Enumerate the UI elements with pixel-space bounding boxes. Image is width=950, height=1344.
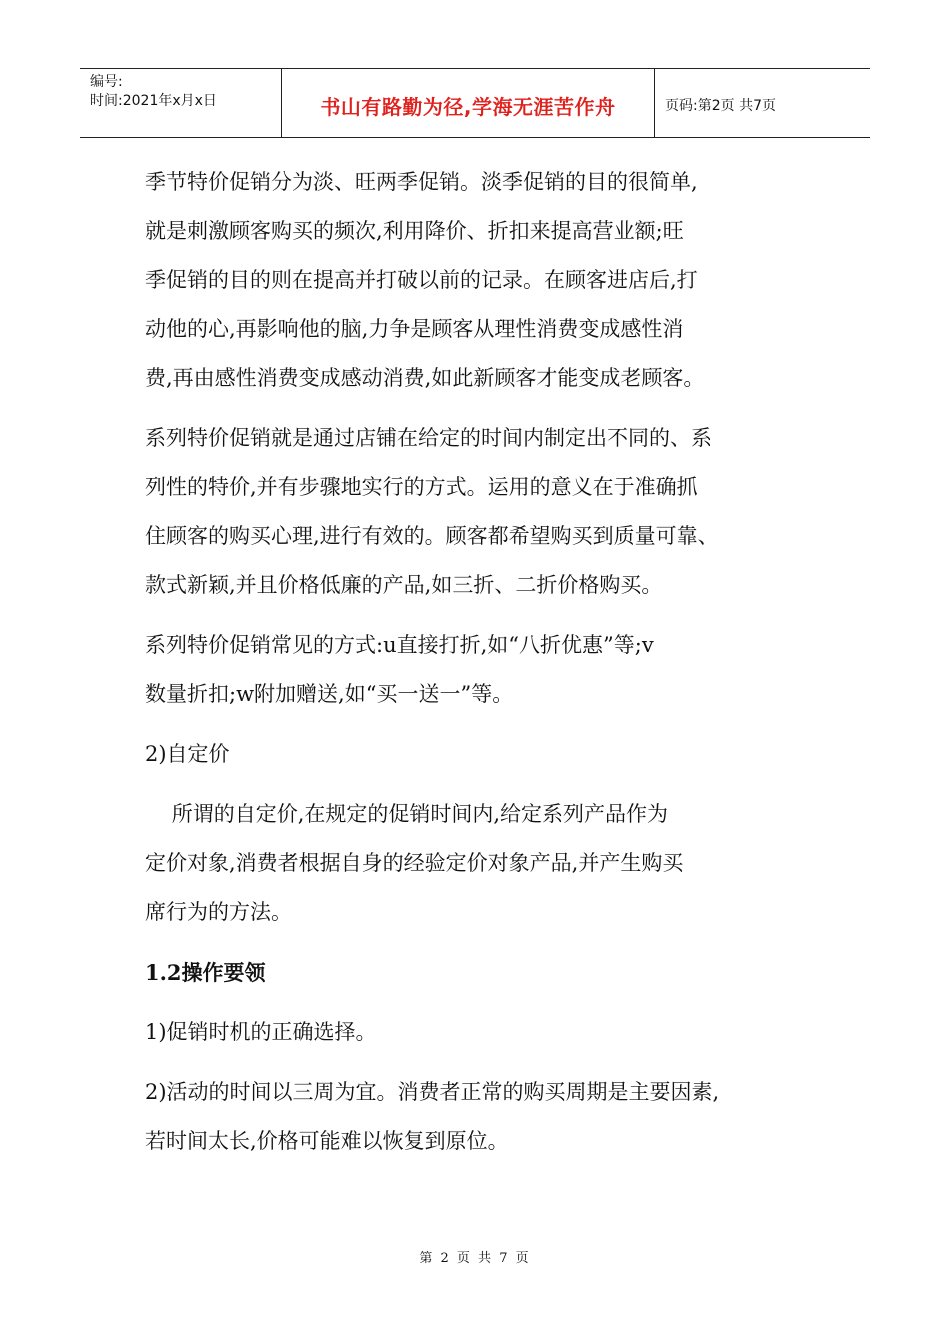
text-line: 住顾客的购买心理,进行有效的。顾客都希望购买到质量可靠、: [145, 524, 719, 548]
text-line: 就是刺激顾客购买的频次,利用降价、折扣来提高营业额;旺: [145, 219, 684, 243]
text-line: 数量折扣;w附加赠送,如“买一送一”等。: [145, 682, 514, 706]
text-line: 列性的特价,并有步骤地实行的方式。运用的意义在于准确抓: [145, 475, 698, 499]
number-label: 编号:: [90, 74, 123, 90]
document-body: [145, 158, 825, 1166]
text-line: 若时间太长,价格可能难以恢复到原位。: [145, 1129, 509, 1153]
text-line: 席行为的方法。: [145, 900, 292, 924]
paragraph-series: [145, 414, 825, 610]
header-motto: 书山有路勤为径,学海无涯苦作舟: [282, 69, 655, 137]
header-table: [80, 68, 870, 138]
paragraph-self-pricing: [145, 790, 825, 937]
section-heading-operation: 1.2操作要领: [145, 960, 266, 985]
list-item: [145, 1068, 825, 1166]
text-line: 费,再由感性消费变成感动消费,如此新顾客才能变成老顾客。: [145, 366, 705, 390]
text-line: 款式新颖,并且价格低廉的产品,如三折、二折价格购买。: [145, 573, 663, 597]
text-line: 系列特价促销常见的方式:u直接打折,如“八折优惠”等;v: [145, 633, 654, 657]
paragraph-series-methods: [145, 621, 825, 719]
paragraph-seasonal: [145, 158, 825, 403]
text-line: 2)活动的时间以三周为宜。消费者正常的购买周期是主要因素,: [145, 1080, 720, 1104]
header-page-info: 页码:第2页 共7页: [665, 98, 776, 114]
section-heading-self-pricing: 2)自定价: [145, 742, 230, 766]
list-item: 1)促销时机的正确选择。: [145, 1020, 377, 1044]
page-footer: 第 2 页 共 7 页: [419, 1251, 531, 1266]
header-meta: [80, 69, 282, 137]
text-line: 季节特价促销分为淡、旺两季促销。淡季促销的目的很简单,: [145, 170, 698, 194]
text-line: 系列特价促销就是通过店铺在给定的时间内制定出不同的、系: [145, 426, 712, 450]
text-line: 季促销的目的则在提高并打破以前的记录。在顾客进店后,打: [145, 268, 698, 292]
time-label: 时间:2021年x月x日: [90, 93, 217, 109]
text-line: 动他的心,再影响他的脑,力争是顾客从理性消费变成感性消: [145, 317, 684, 341]
text-line: 所谓的自定价,在规定的促销时间内,给定系列产品作为: [145, 802, 669, 826]
text-line: 定价对象,消费者根据自身的经验定价对象产品,并产生购买: [145, 851, 684, 875]
